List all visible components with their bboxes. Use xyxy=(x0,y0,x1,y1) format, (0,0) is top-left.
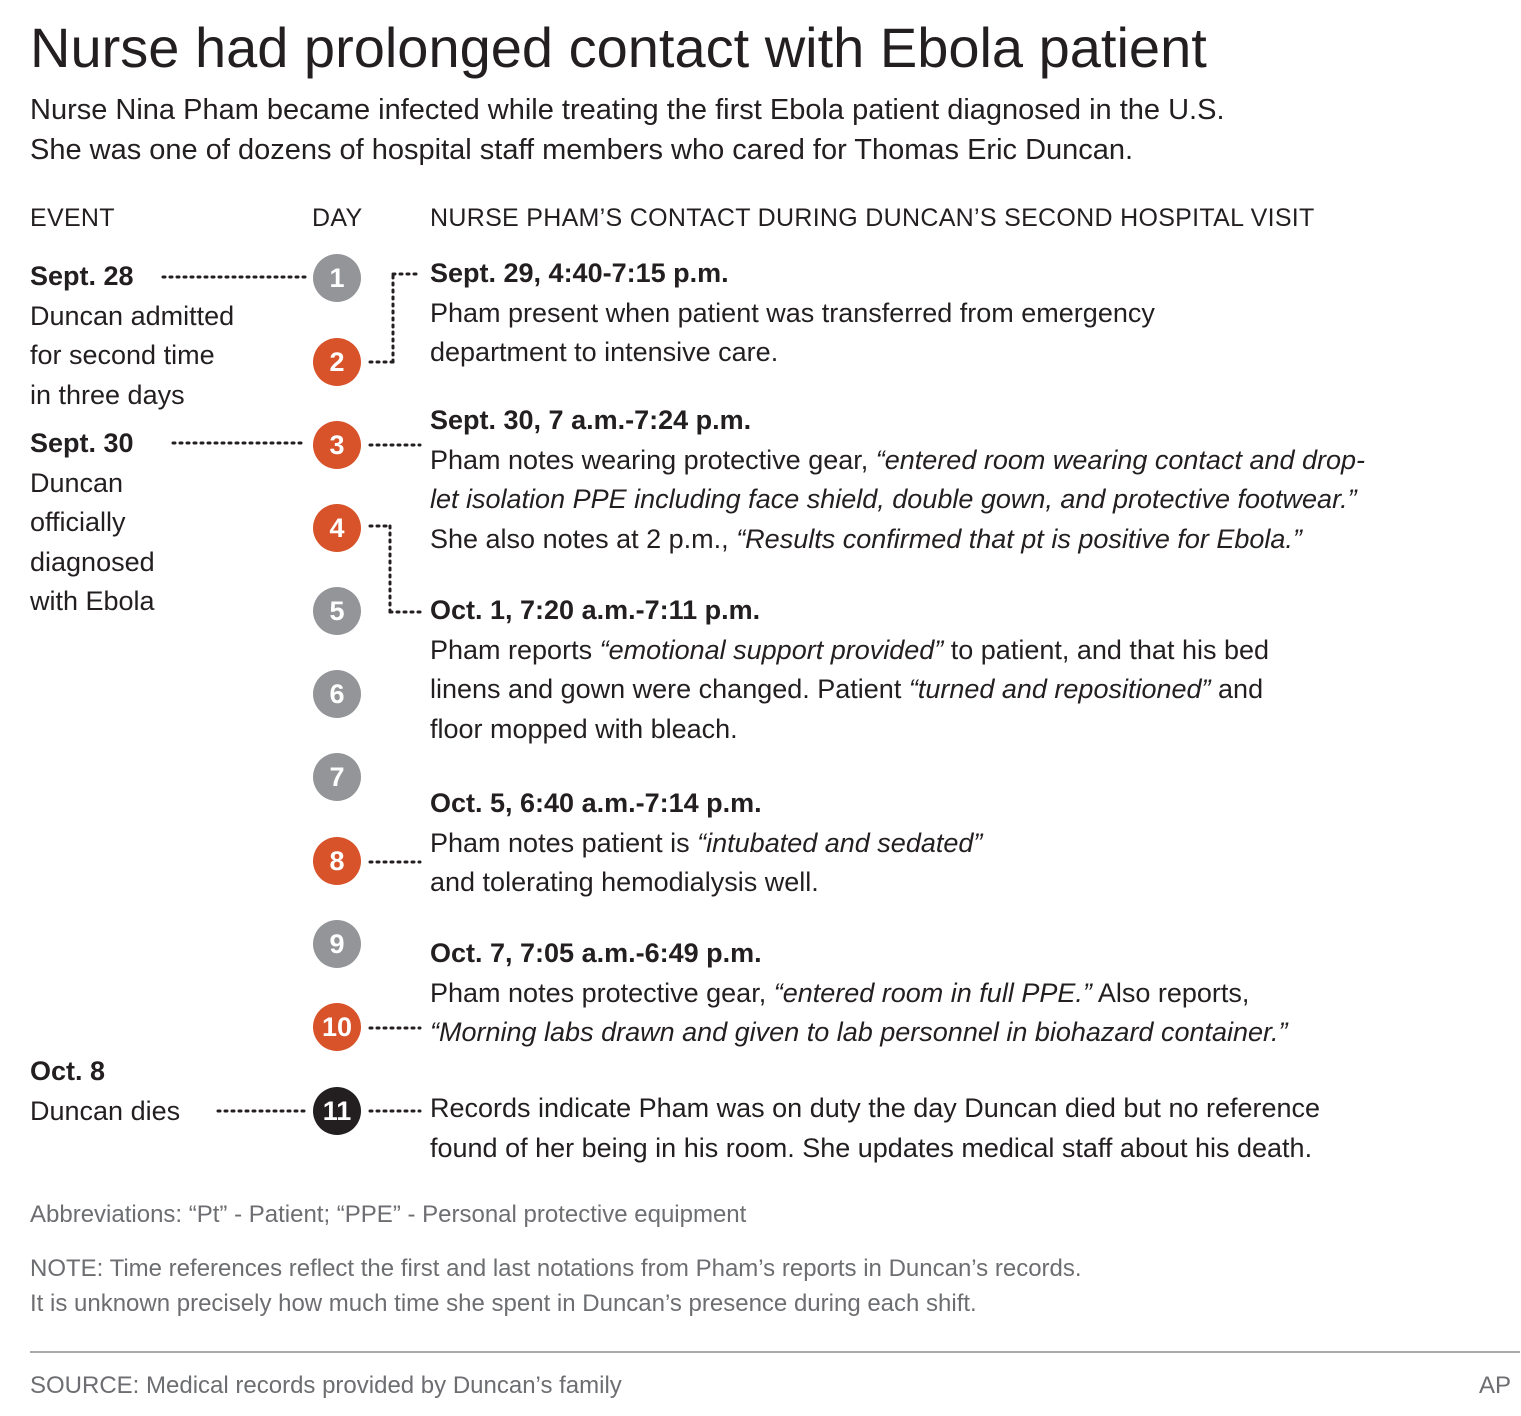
day-marker-2: 2 xyxy=(313,338,361,386)
entry-line: found of her being in his room. She updates medical staff about his death. xyxy=(430,1132,1313,1163)
column-header-event: EVENT xyxy=(30,204,115,232)
entry-line: linens and gown were changed. Patient “turned and repositioned” and xyxy=(430,674,1264,704)
agency-credit: AP xyxy=(1478,1372,1511,1399)
event-description-line: with Ebola xyxy=(30,586,155,616)
day-marker-7: 7 xyxy=(313,753,361,801)
day-marker-8: 8 xyxy=(313,837,361,885)
entry-quote: “intubated and sedated” xyxy=(697,827,983,858)
day-marker-6: 6 xyxy=(313,670,361,718)
contact-entry-oct-7 xyxy=(430,934,1515,1053)
event-date: Oct. 8 xyxy=(30,1056,106,1086)
source-credit: SOURCE: Medical records provided by Duncan’s family xyxy=(30,1372,622,1399)
entry-time-range: Oct. 5, 6:40 a.m.-7:14 p.m. xyxy=(430,788,762,818)
entry-line: Pham notes patient is “intubated and sedated” xyxy=(430,827,983,858)
column-header-contact: NURSE PHAM’S CONTACT DURING DUNCAN’S SECOND HOSPITAL VISIT xyxy=(430,204,1315,232)
day-marker-3: 3 xyxy=(313,421,361,469)
entry-line: department to intensive care. xyxy=(430,337,779,367)
entry-line: Pham notes wearing protective gear, “entered room wearing contact and drop- xyxy=(430,444,1366,475)
footer-divider xyxy=(30,1351,1520,1353)
entry-time-range: Oct. 1, 7:20 a.m.-7:11 p.m. xyxy=(430,595,761,625)
entry-quote: let isolation PPE including face shield, double gown, and protective footwear.” xyxy=(430,484,1357,514)
note-line: NOTE: Time references reflect the first and last notations from Pham’s reports in Duncan’s records. xyxy=(30,1255,1082,1282)
event-description-line: in three days xyxy=(30,379,185,410)
event-description-line: Duncan admitted xyxy=(30,300,235,331)
entry-quote: “emotional support provided” xyxy=(599,634,944,665)
contact-entry-sept-29 xyxy=(430,254,1515,373)
entry-line xyxy=(430,1013,1515,1053)
event-oct-8 xyxy=(30,1052,275,1131)
note-line: It is unknown precisely how much time she spent in Duncan’s presence during each shift. xyxy=(30,1290,977,1317)
abbreviations-note: Abbreviations: “Pt” - Patient; “PPE” - Personal protective equipment xyxy=(30,1201,747,1228)
entry-time-range: Sept. 29, 4:40-7:15 p.m. xyxy=(430,258,729,288)
day-marker-10: 10 xyxy=(313,1003,361,1051)
time-reference-note xyxy=(30,1251,1082,1321)
entry-line xyxy=(430,480,1515,520)
event-sept-28 xyxy=(30,257,275,415)
day-marker-5: 5 xyxy=(313,587,361,635)
day-marker-9: 9 xyxy=(313,920,361,968)
event-description-line: Duncan dies xyxy=(30,1095,181,1126)
contact-entry-oct-5 xyxy=(430,784,1515,903)
graphic-title: Nurse had prolonged contact with Ebola patient xyxy=(30,16,1207,79)
entry-time-range: Oct. 7, 7:05 a.m.-6:49 p.m. xyxy=(430,938,762,968)
entry-line: Pham reports “emotional support provided” to patient, and that his bed xyxy=(430,634,1270,665)
contact-entry-oct-8 xyxy=(430,1089,1515,1168)
entry-time-range: Sept. 30, 7 a.m.-7:24 p.m. xyxy=(430,405,752,435)
event-description-line: for second time xyxy=(30,340,215,370)
entry-line: Pham present when patient was transferred from emergency xyxy=(430,297,1155,328)
entry-quote: “Morning labs drawn and given to lab personnel in biohazard container.” xyxy=(430,1017,1288,1047)
event-sept-30 xyxy=(30,424,275,622)
contact-entry-sept-30 xyxy=(430,401,1515,559)
event-description-line: Duncan xyxy=(30,467,124,498)
entry-line: floor mopped with bleach. xyxy=(430,713,738,744)
subtitle-line: She was one of dozens of hospital staff members who cared for Thomas Eric Duncan. xyxy=(30,134,1134,166)
column-header-day: DAY xyxy=(312,204,363,232)
subtitle-line: Nurse Nina Pham became infected while treating the first Ebola patient diagnosed in the U.S. xyxy=(30,94,1225,126)
event-date: Sept. 28 xyxy=(30,261,134,291)
entry-quote: “turned and repositioned” xyxy=(908,674,1211,704)
event-date: Sept. 30 xyxy=(30,428,134,458)
entry-quote: “entered room wearing contact and drop- xyxy=(875,444,1366,475)
entry-quote: “entered room in full PPE.” xyxy=(773,977,1092,1008)
event-description-line: diagnosed xyxy=(30,546,155,577)
entry-line: Pham notes protective gear, “entered room in full PPE.” Also reports, xyxy=(430,977,1250,1008)
contact-entry-oct-1 xyxy=(430,591,1515,749)
event-description-line: officially xyxy=(30,507,126,537)
day-marker-11: 11 xyxy=(313,1087,361,1135)
day-marker-1: 1 xyxy=(313,254,361,302)
entry-quote: “Results confirmed that pt is positive for Ebola.” xyxy=(736,523,1302,554)
day-marker-4: 4 xyxy=(313,504,361,552)
entry-line: and tolerating hemodialysis well. xyxy=(430,867,819,897)
entry-line: She also notes at 2 p.m., “Results confirmed that pt is positive for Ebola.” xyxy=(430,523,1302,554)
entry-line: Records indicate Pham was on duty the day Duncan died but no reference xyxy=(430,1093,1321,1123)
